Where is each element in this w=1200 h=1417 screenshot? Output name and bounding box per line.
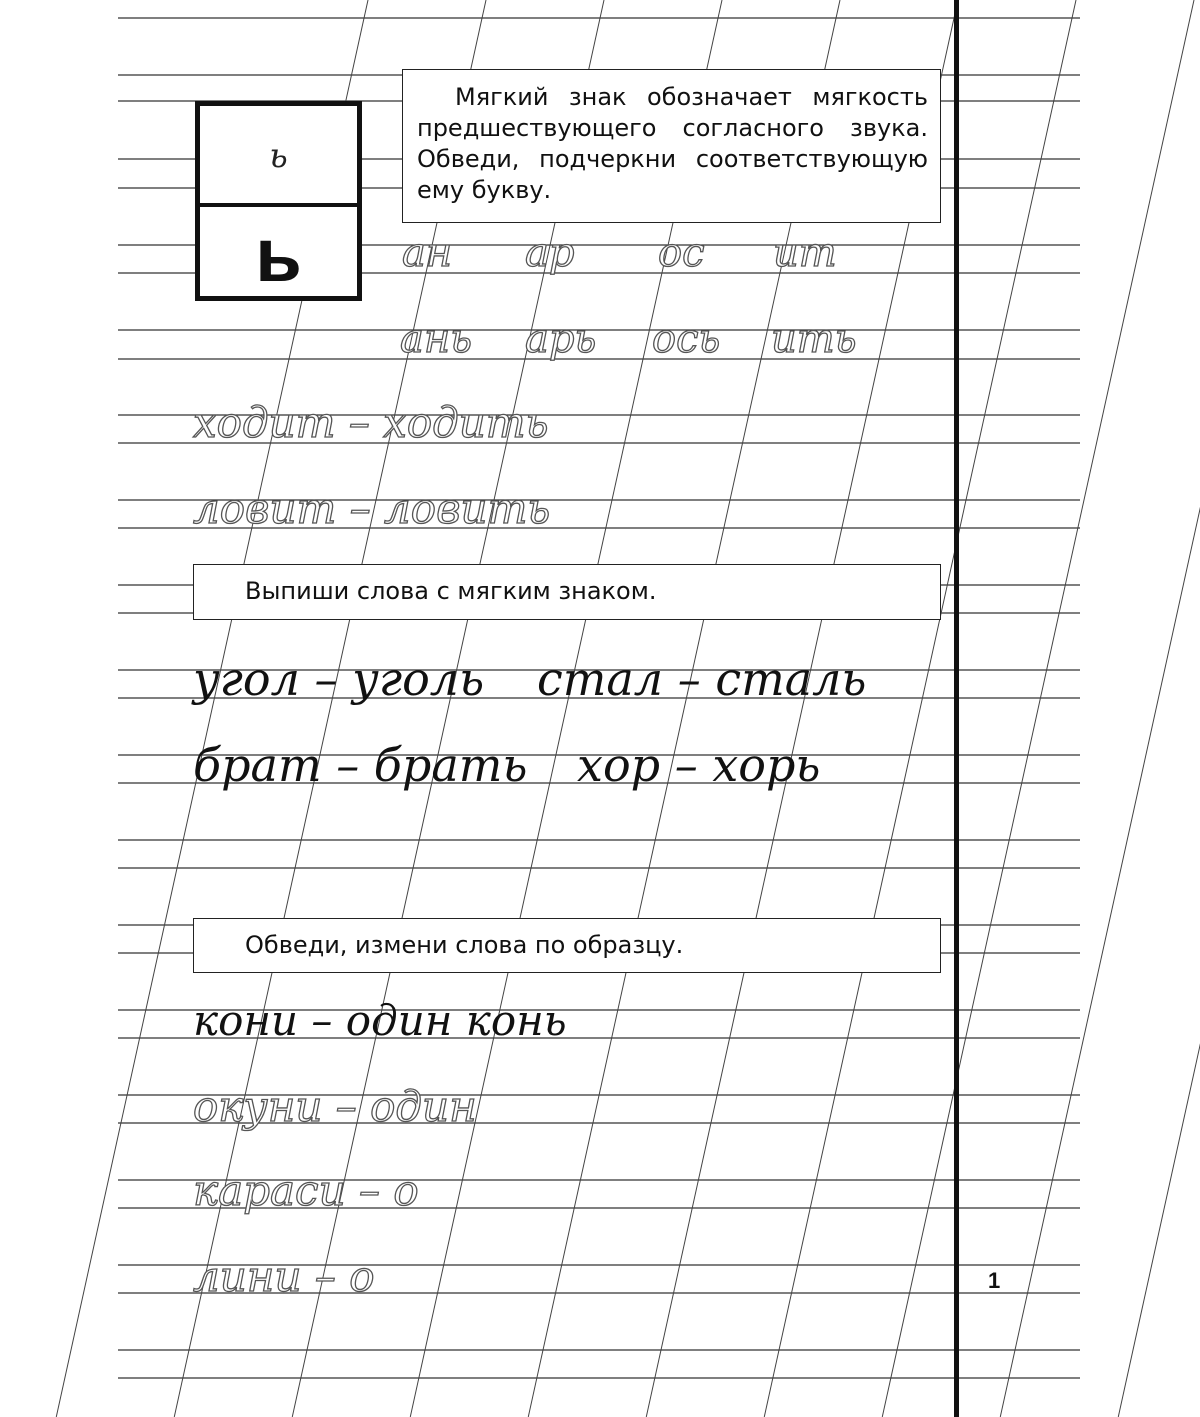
written-pair: хор – хорь: [577, 738, 821, 792]
trace-exercise-line: лини – о: [193, 1252, 375, 1301]
margin-line: [954, 0, 959, 1417]
syllable: ит: [773, 230, 837, 276]
page-number: 1: [988, 1268, 1001, 1293]
syllable: ан: [402, 230, 453, 276]
letter-cursive: ь: [269, 136, 288, 176]
syllable: арь: [525, 316, 597, 362]
syllable: ар: [525, 230, 575, 276]
letter-print: ь: [255, 213, 302, 298]
syllable: ить: [771, 316, 857, 362]
instruction-box-change: [193, 918, 941, 973]
written-pair: угол – уголь: [193, 652, 485, 706]
sample-line: кони – один конь: [193, 996, 567, 1045]
instruction-write-out-text: Выпиши слова с мягким знаком.: [245, 577, 657, 605]
instruction-box-intro: [402, 69, 941, 223]
slant-line: [1118, 0, 1200, 1417]
instruction-intro-text: Мягкий знак обозначает мягкость предшествующего согласного звука. Обведи, подчеркни соответствующую ему букву.: [417, 83, 928, 204]
instruction-change-text: Обведи, измени слова по образцу.: [245, 931, 684, 959]
syllable: ань: [400, 316, 472, 362]
trace-pair: ходит – ходить: [193, 398, 549, 447]
written-pair: брат – брать: [193, 738, 528, 792]
syllable: ос: [658, 230, 705, 276]
letter-card: [195, 101, 362, 301]
trace-exercise-line: караси – о: [193, 1166, 419, 1215]
syllable: ось: [652, 316, 721, 362]
written-pair: стал – сталь: [537, 652, 867, 706]
trace-pair: ловит – ловить: [193, 484, 551, 533]
trace-exercise-line: окуни – один: [193, 1082, 477, 1131]
letter-card-divider: [200, 203, 357, 207]
slant-line: [1000, 0, 1200, 1417]
instruction-box-write-out: [193, 564, 941, 620]
